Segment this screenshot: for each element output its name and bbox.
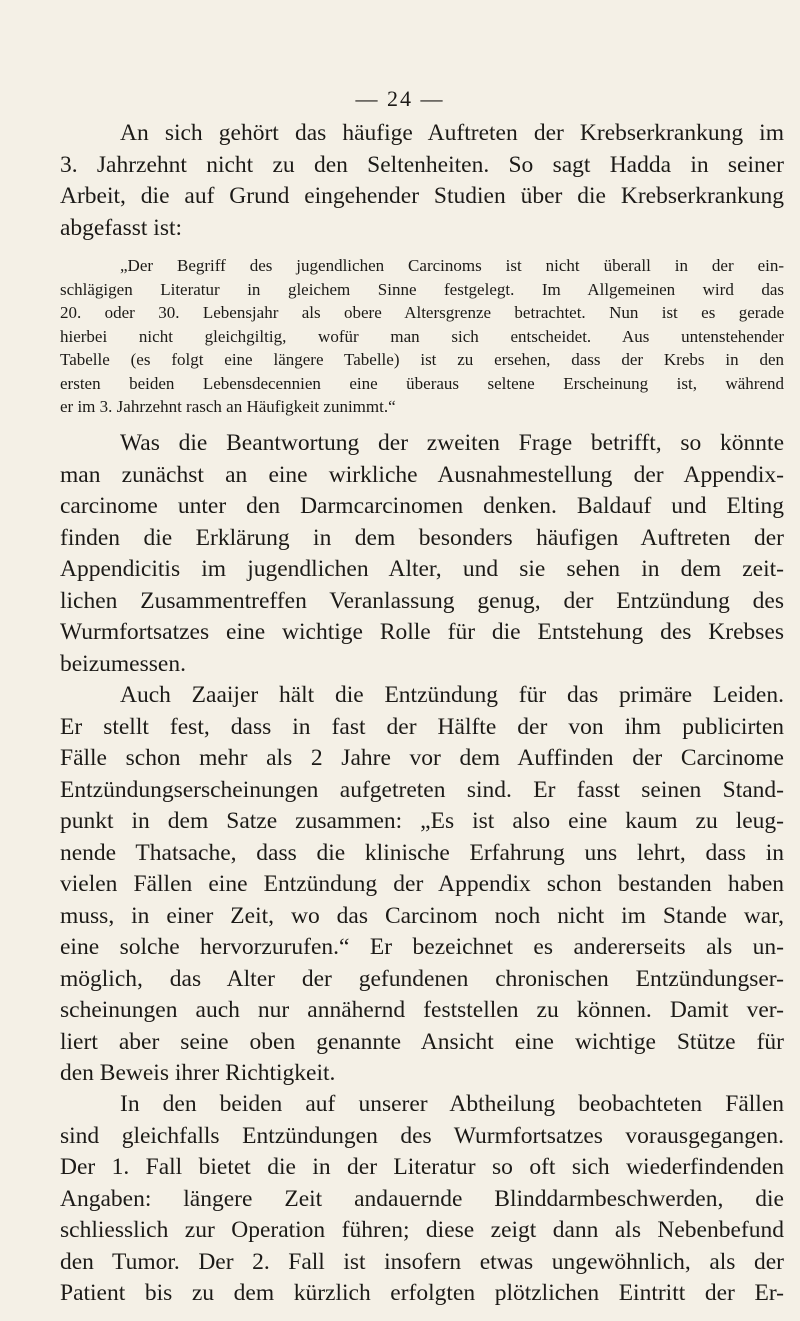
text-line: hierbei nicht gleichgiltig, wofür man sich entscheidet. Aus untenstehender (60, 326, 784, 346)
text-line: liert aber seine oben genannte Ansicht eine wichtige Stütze für (60, 1028, 784, 1055)
text-line: man zunächst an eine wirkliche Ausnahmestellung der Appendix- (60, 461, 784, 488)
text-line: Er stellt fest, dass in fast der Hälfte der von ihm publicirten (60, 713, 784, 740)
text-line: Auch Zaaijer hält die Entzündung für das primäre Leiden. (120, 682, 784, 708)
text-line: er im 3. Jahrzehnt rasch an Häufigkeit zunimmt.“ (60, 397, 396, 416)
text-line: schliesslich zur Operation führen; diese zeigt dann als Nebenbefund (60, 1217, 784, 1243)
text-line: den Beweis ihrer Richtigkeit. (60, 1060, 336, 1086)
text-line: Fälle schon mehr als 2 Jahre vor dem Auffinden der Carcinome (60, 745, 784, 771)
text-line: Patient bis zu dem kürzlich erfolgten plötzlichen Eintritt der Er- (60, 1280, 784, 1306)
text-line: In den beiden auf unserer Abtheilung beobachteten Fällen (120, 1091, 784, 1117)
quotation-hadda (60, 254, 784, 419)
text-line: Wurmfortsatzes eine wichtige Rolle für die Entstehung des Krebses (60, 619, 784, 645)
text-line: 3. Jahrzehnt nicht zu den Seltenheiten. So sagt Hadda in seiner (60, 151, 784, 178)
text-line: An sich gehört das häufige Auftreten der Krebserkrankung im (120, 120, 784, 146)
text-line: abgefasst ist: (60, 214, 183, 241)
text-line: Der 1. Fall bietet die in der Literatur so oft sich wiederfindenden (60, 1154, 784, 1180)
text-line: finden die Erklärung in dem besonders häufigen Auftreten der (60, 524, 784, 551)
paragraph-zaaijer (60, 680, 784, 1090)
paragraph-baldauf-elting (60, 428, 784, 680)
text-line: muss, in einer Zeit, wo das Carcinom noch nicht im Stande war, (60, 902, 784, 929)
text-line: „Der Begriff des jugendlichen Carcinoms ist nicht überall in der ein- (120, 256, 784, 275)
text-line: sind gleichfalls Entzündungen des Wurmfortsatzes vorausgegangen. (60, 1122, 784, 1149)
text-line: schlägigen Literatur in gleichem Sinne festgelegt. Im Allgemeinen wird das (60, 279, 784, 299)
paragraph-hadda-intro (60, 118, 784, 244)
text-line: Tabelle (es folgt eine längere Tabelle) ist zu ersehen, dass der Krebs in den (60, 350, 784, 369)
text-line: Arbeit, die auf Grund eingehender Studien über die Krebserkrankung (60, 183, 784, 209)
text-line: möglich, das Alter der gefundenen chronischen Entzündungser- (60, 965, 784, 992)
text-line: beizumessen. (60, 650, 186, 677)
text-line: den Tumor. Der 2. Fall ist insofern etwas ungewöhnlich, als der (60, 1248, 784, 1275)
paragraph-own-cases (60, 1089, 784, 1310)
text-line: carcinome unter den Darmcarcinomen denken. Baldauf und Elting (60, 493, 784, 519)
text-line: 20. oder 30. Lebensjahr als obere Altersgrenze betrachtet. Nun ist es gerade (60, 303, 784, 322)
text-line: Was die Beantwortung der zweiten Frage betrifft, so könnte (120, 430, 784, 456)
text-line: ersten beiden Lebensdecennien eine überaus seltene Erscheinung ist, während (60, 373, 784, 393)
text-line: eine solche hervorzurufen.“ Er bezeichnet es andererseits als un- (60, 934, 784, 960)
text-line: lichen Zusammentreffen Veranlassung genug, der Entzündung des (60, 587, 784, 614)
text-line: Entzündungserscheinungen aufgetreten sind. Er fasst seinen Stand- (60, 776, 784, 803)
text-line: nende Thatsache, dass die klinische Erfahrung uns lehrt, dass in (60, 839, 784, 866)
text-line: scheinungen auch nur annähernd feststellen zu können. Damit ver- (60, 997, 784, 1023)
text-line: punkt in dem Satze zusammen: „Es ist also eine kaum zu leug- (60, 808, 784, 834)
text-line: Appendicitis im jugendlichen Alter, und sie sehen in dem zeit- (60, 556, 784, 582)
text-line: vielen Fällen eine Entzündung der Appendix schon bestanden haben (60, 871, 784, 897)
text-line: Angaben: längere Zeit andauernde Blinddarmbeschwerden, die (60, 1185, 784, 1212)
page-number: — 24 — (355, 86, 445, 111)
